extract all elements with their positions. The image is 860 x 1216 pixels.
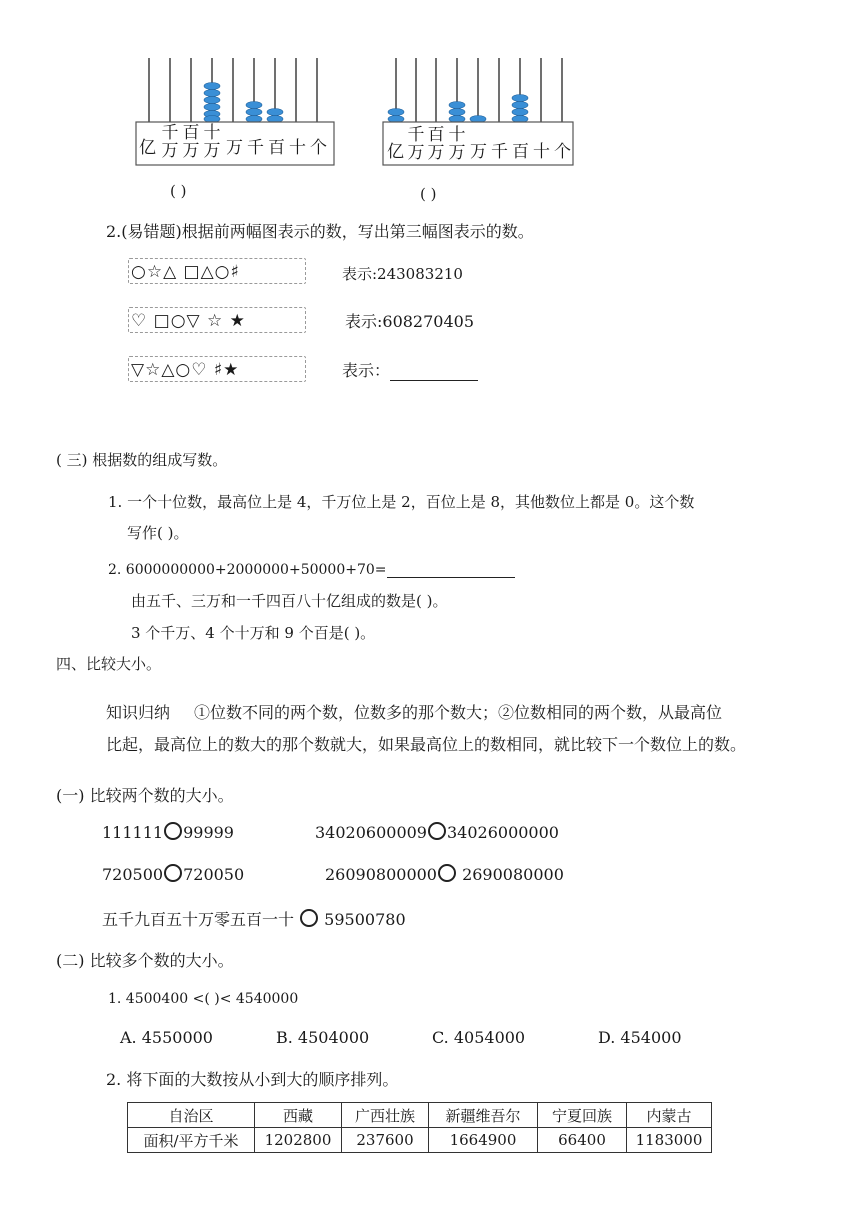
knowledge-label: 知识归纳	[106, 703, 171, 722]
mc-option-b[interactable]: B. 4504000	[276, 1028, 370, 1047]
abacus-left-label-yi: 亿	[139, 138, 156, 158]
sec3-q1-line1: 1. 一个十位数，最高位上是 4，千万位上是 2，百位上是 8，其他数位上都是 0。这个数	[108, 493, 695, 511]
knowledge-line2: 比起，最高位上的数大的那个数就大，如果最高位上的数相同，就比较下一个数位上的数。	[106, 735, 747, 754]
abacus-right-label-shiwan: 十 万	[448, 125, 466, 163]
symbol-row-2: ♡ □○▽ ☆ ★	[128, 307, 306, 333]
abacus-right-answer[interactable]: ( )	[420, 185, 437, 203]
table-cell: 西藏	[255, 1103, 342, 1128]
compare-4: 26090800000 2690080000	[325, 865, 564, 884]
compare-3: 720500 720050	[102, 865, 245, 884]
compare-1: 111111 99999	[102, 823, 234, 842]
table-cell: 宁夏回族	[538, 1103, 627, 1128]
compare-5: 五千九百五十万零五百一十 59500780	[102, 910, 406, 929]
table-cell: 1202800	[255, 1128, 342, 1153]
compare-3-circle[interactable]	[164, 864, 182, 882]
symbol-row-1-label: 表示:243083210	[342, 265, 463, 283]
q2-title: 2.(易错题)根据前两幅图表示的数，写出第三幅图表示的数。	[106, 222, 534, 241]
symbol-row-1: ○☆△ □△○♯	[128, 258, 306, 284]
knowledge-line1: 知识归纳 ①位数不同的两个数，位数多的那个数大；②位数相同的两个数，从最高位	[106, 703, 723, 722]
compare-2-circle[interactable]	[428, 822, 446, 840]
mc-option-a[interactable]: A. 4550000	[120, 1028, 213, 1047]
abacus-left-answer[interactable]: ( )	[170, 182, 187, 200]
abacus-left-label-shiwan: 十 万	[203, 123, 221, 161]
table-cell: 237600	[342, 1128, 429, 1153]
sec3-q2-line2: 由五千、三万和一千四百八十亿组成的数是( )。	[131, 592, 448, 610]
compare-1-circle[interactable]	[164, 822, 182, 840]
compare-2: 34020600009 34026000000	[315, 823, 559, 842]
table-cell: 广西壮族	[342, 1103, 429, 1128]
symbol-row-3: ▽☆△○♡ ♯★	[128, 356, 306, 382]
section-4-heading: 四、比较大小。	[56, 655, 162, 673]
sub1-heading: (一) 比较两个数的大小。	[56, 786, 234, 805]
table-header-row	[128, 1103, 712, 1128]
table-cell: 自治区	[128, 1103, 255, 1128]
symbol-row-3-label: 表示：	[342, 358, 478, 381]
table-cell: 面积/平方千米	[128, 1128, 255, 1153]
mc-option-d[interactable]: D. 454000	[598, 1028, 682, 1047]
table-cell: 新疆维吾尔	[429, 1103, 538, 1128]
sort-question: 2. 将下面的大数按从小到大的顺序排列。	[106, 1070, 399, 1089]
sec3-q2-line3: 3 个千万、4 个十万和 9 个百是( )。	[131, 624, 376, 642]
compare-5-circle[interactable]	[300, 909, 318, 927]
sec3-q2-answer-line[interactable]	[387, 563, 515, 578]
sec3-q2-line1: 2. 6000000000+2000000+50000+70=	[108, 562, 515, 578]
table-row	[128, 1128, 712, 1153]
abacus-right-label-yi: 亿	[387, 142, 404, 162]
abacus-right-label-baiwan: 百 万	[427, 125, 445, 163]
mc-option-c[interactable]: C. 4054000	[432, 1028, 526, 1047]
section-3-heading: ( 三) 根据数的组成写数。	[56, 451, 228, 469]
table-cell: 1183000	[627, 1128, 712, 1153]
abacus-left-label-qianwan: 千 万	[161, 123, 179, 161]
table-cell: 内蒙古	[627, 1103, 712, 1128]
mc-question: 1. 4500400 <( )< 4540000	[108, 991, 299, 1007]
symbol-row-3-answer-line[interactable]	[390, 364, 478, 381]
sub2-heading: (二) 比较多个数的大小。	[56, 951, 234, 970]
abacus-right-label-rest: 万千百十个	[470, 142, 575, 162]
abacus-left-label-rest: 万千百十个	[226, 138, 331, 158]
compare-4-circle[interactable]	[438, 864, 456, 882]
sec3-q1-line2[interactable]: 写作( )。	[127, 524, 189, 542]
abacus-left-label-baiwan: 百 万	[182, 123, 200, 161]
area-table	[127, 1102, 712, 1153]
symbol-row-2-label: 表示:608270405	[345, 312, 475, 331]
table-cell: 66400	[538, 1128, 627, 1153]
abacus-right-label-qianwan: 千 万	[407, 125, 425, 163]
table-cell: 1664900	[429, 1128, 538, 1153]
